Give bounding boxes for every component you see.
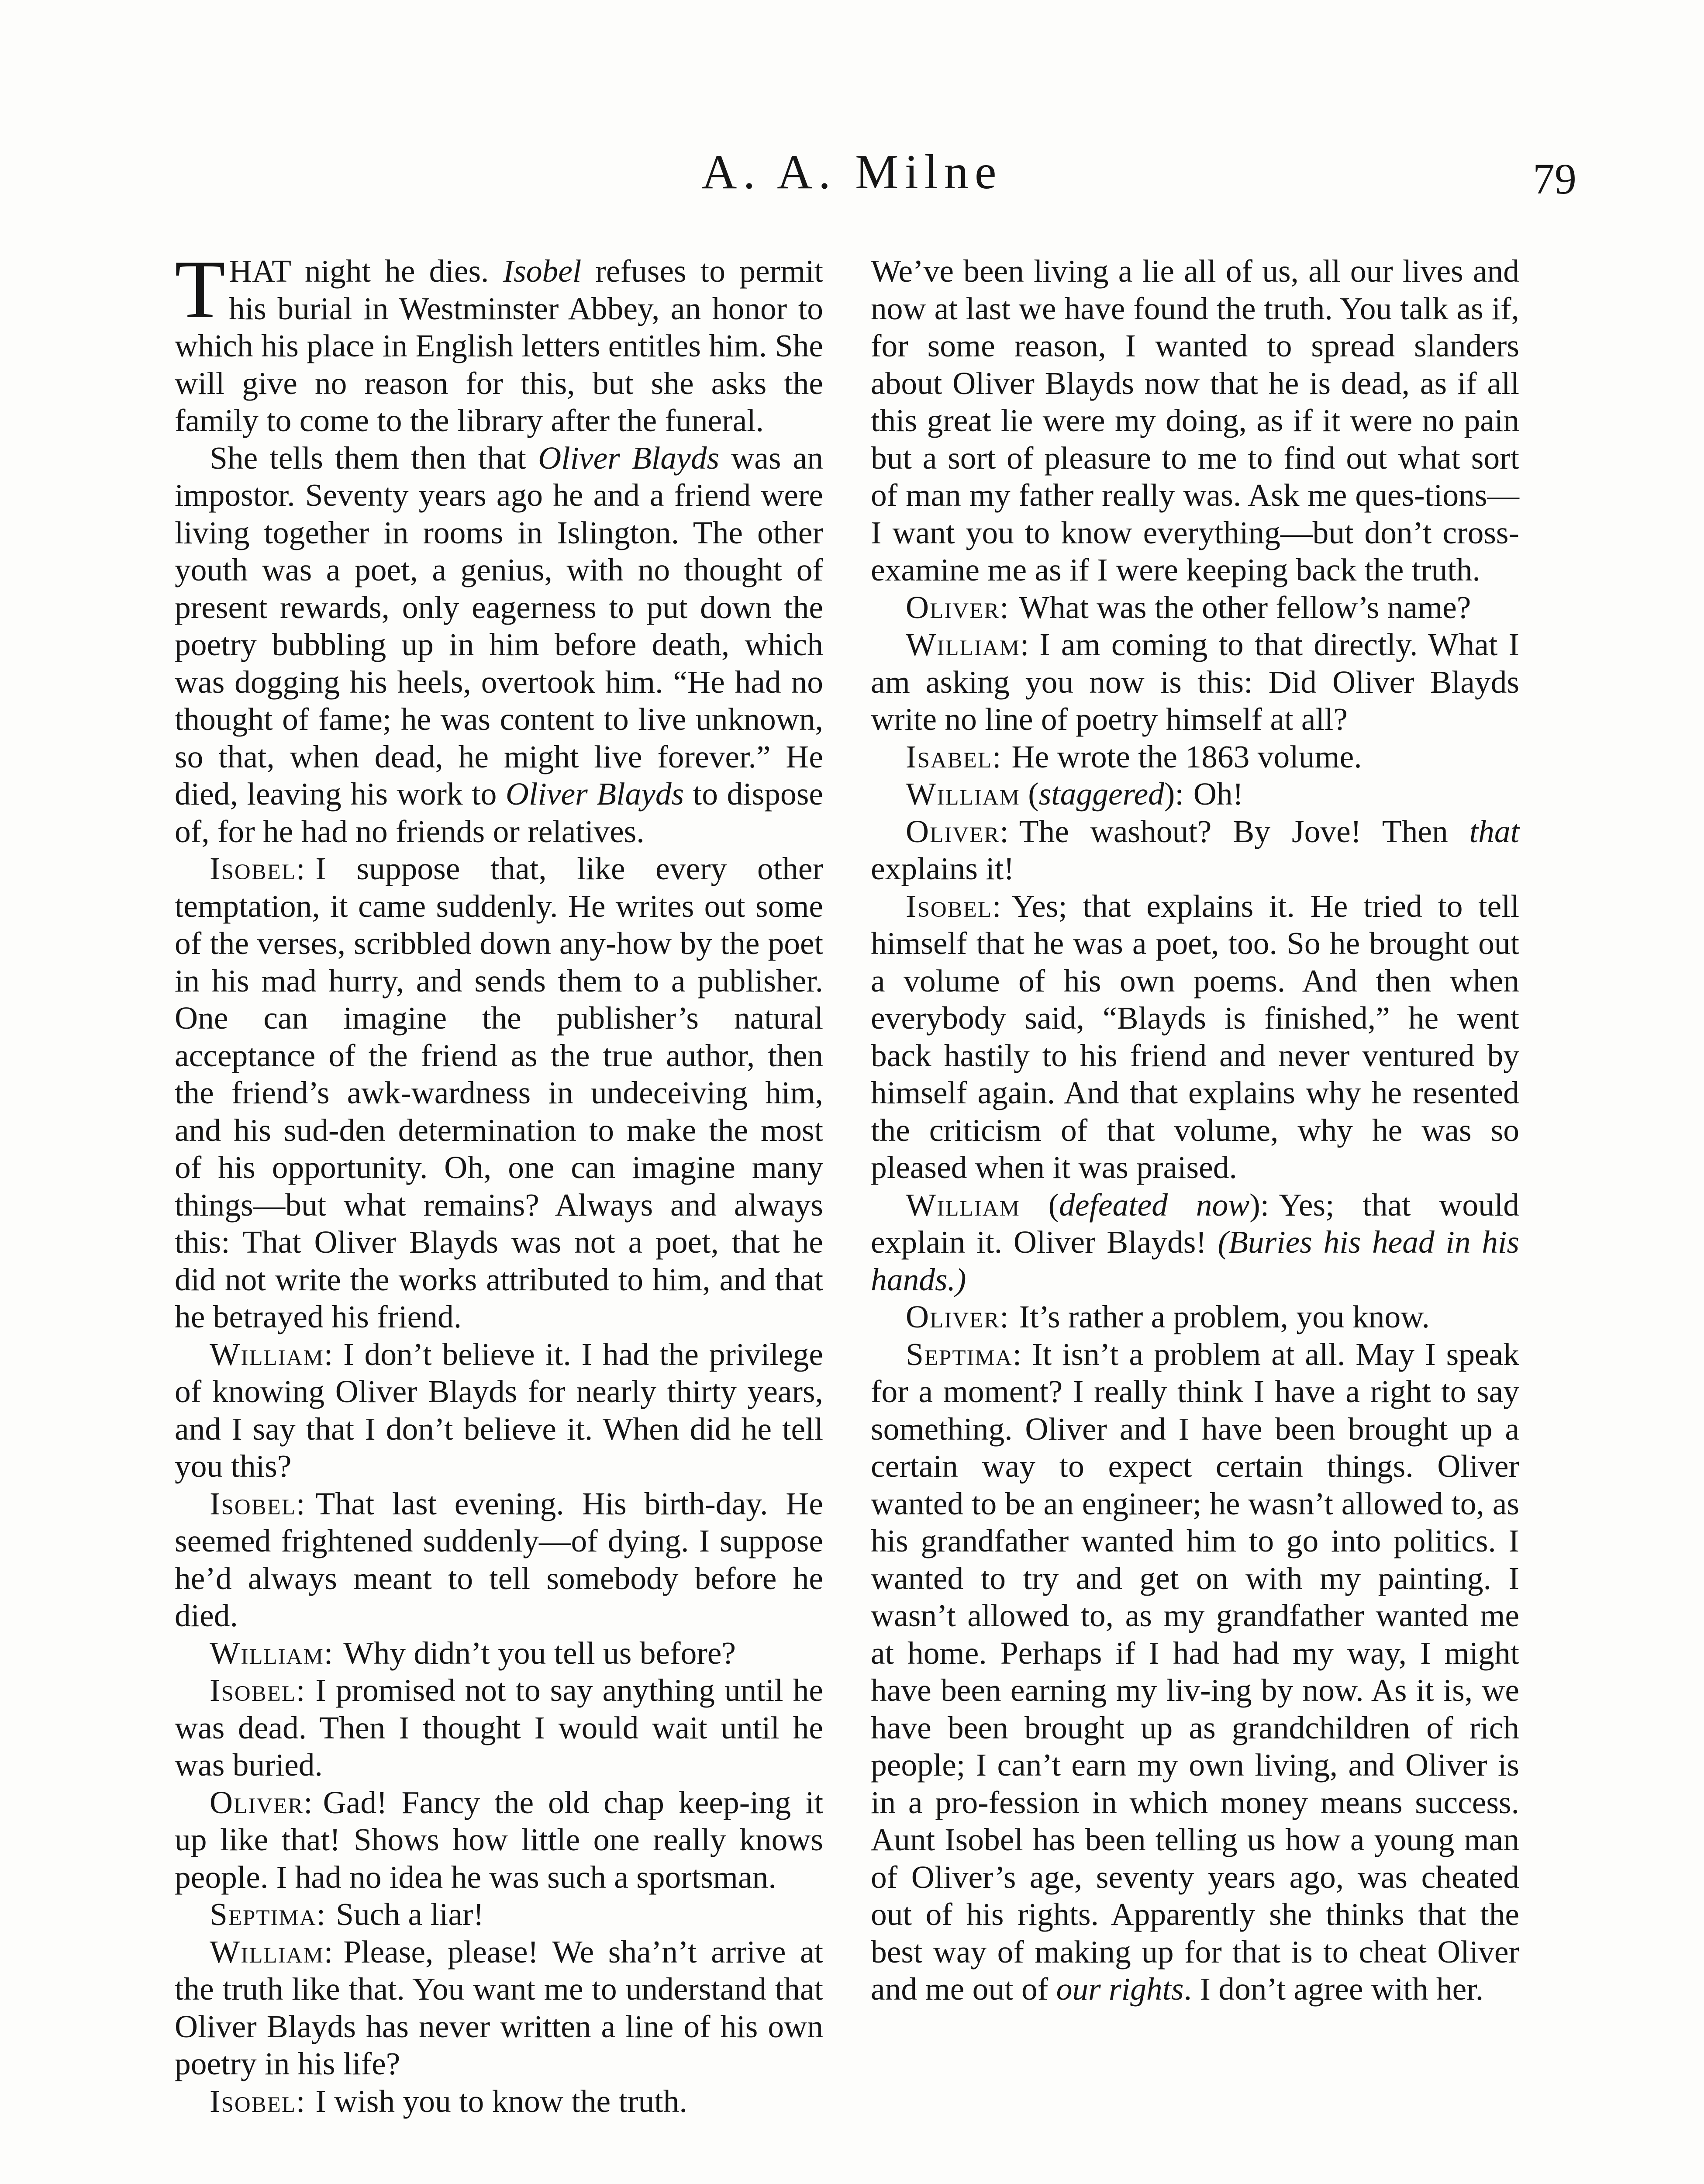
- dialogue-text: Why didn’t you tell us before?: [343, 1635, 736, 1671]
- dialogue-line: [175, 1635, 823, 1672]
- speaker-name: Oliver:: [906, 1299, 1010, 1334]
- dialogue-line: [175, 1485, 823, 1635]
- emphasis-text: our rights: [1056, 1971, 1184, 2007]
- speaker-name: Oliver:: [906, 813, 1010, 849]
- dialogue-continuation: [871, 252, 1519, 589]
- dialogue-line: [175, 1336, 823, 1485]
- dialogue-line: [175, 1784, 823, 1896]
- dialogue-line: [871, 813, 1519, 888]
- character-name: Oliver Blayds: [505, 776, 684, 812]
- dialogue-line: [871, 1336, 1519, 2008]
- paragraph-text: refuses to permit his burial in Westminster Abbey, an honor to which his place in English letters entitles him. She will give no reason for this, but she asks the family to come to the library after the funeral.: [175, 253, 823, 438]
- page-number: 79: [1533, 155, 1576, 203]
- right-column: [871, 252, 1519, 2008]
- speaker-name: Isobel:: [906, 888, 1002, 924]
- dialogue-text: That last evening. His birth-day. He seemed frightened suddenly—of dying. I suppose he’d always meant to tell somebody before he died.: [175, 1486, 823, 1633]
- dialogue-text: I don’t believe it. I had the privilege of knowing Oliver Blayds for nearly thirty years, and I say that I don’t believe it. When did he tell you this?: [175, 1336, 823, 1484]
- dialogue-text: I am coming to that directly. What I am asking you now is this: Did Oliver Blayds write no line of poetry himself at all?: [871, 627, 1519, 737]
- paragraph-text: was an impostor. Seventy years ago he and a friend were living together in rooms in Islington. The other youth was a poet, a genius, with no thought of present rewards, only eagerness to put down the poetry bubbling up in him before death, which was dogging his heels, overtook him. “He had no thought of fame; he was content to live unknown, so that, when dead, he might live forever.” He died, leaving his work to: [175, 440, 823, 812]
- dialogue-text: It’s rather a problem, you know.: [1019, 1299, 1430, 1334]
- dialogue-line: [871, 589, 1519, 626]
- dialogue-line: [175, 1896, 823, 1933]
- dialogue-text: . I don’t agree with her.: [1183, 1971, 1484, 2007]
- dialogue-line: William (staggered): Oh!: [906, 776, 1244, 812]
- dialogue-text: I wish you to know the truth.: [315, 2083, 687, 2119]
- dialogue-text: I promised not to say anything until he was dead. Then I thought I would wait until he was buried.: [175, 1673, 823, 1783]
- speaker-name: Isobel:: [210, 1673, 306, 1708]
- speaker-name: Oliver:: [906, 589, 1010, 625]
- stage-direction: staggered: [1038, 776, 1164, 812]
- dialogue-line: [871, 888, 1519, 1186]
- dialogue-line: William (defeated now): Yes; that would explain it. Oliver Blayds! (Buries his head in his hands.): [871, 1187, 1520, 1297]
- dialogue-line: [175, 2083, 823, 2120]
- dialogue-text: We’ve been living a lie all of us, all our lives and now at last we have found the truth. You talk as if, for some reason, I wanted to spread slanders about Oliver Blayds now that he is dead, as if all this great lie were my doing, as if it were no pain but a sort of pleasure to me to find out what sort of man my father really was. Ask me ques-tions—I want you to know everything—but don’t cross-examine me as if I were keeping back the truth.: [871, 253, 1519, 587]
- dialogue-text: I suppose that, like every other temptation, it came suddenly. He writes out some of the verses, scribbled down any-how by the poet in his mad hurry, and sends them to a publisher. One can imagine the publisher’s natural acceptance of the friend as the true author, then the friend’s awk-wardness in undeceiving him, and his sud-den determination to make the most of his opportunity. Oh, one can imagine many things—but what remains? Always and always this: That Oliver Blayds was not a poet, that he did not write the works attributed to him, and that he betrayed his friend.: [175, 851, 823, 1334]
- speaker-name: Isabel:: [906, 739, 1002, 774]
- drop-cap: T: [175, 244, 226, 335]
- emphasis-text: that: [1469, 813, 1519, 849]
- paragraph-text: to dispose of, for he had no friends or relatives.: [175, 776, 823, 849]
- dialogue-line: [871, 626, 1519, 738]
- speaker-name: William:: [210, 1934, 334, 1970]
- character-name: Oliver Blayds: [538, 440, 720, 476]
- dialogue-text: explains it!: [871, 851, 1014, 886]
- speaker-name: William:: [210, 1635, 334, 1671]
- dialogue-line: [871, 738, 1519, 776]
- dialogue-line: [175, 850, 823, 1336]
- dialogue-text: What was the other fellow’s name?: [1019, 589, 1471, 625]
- dialogue-text: Such a liar!: [336, 1897, 484, 1932]
- paragraph-text: HAT night he dies.: [229, 253, 503, 289]
- dialogue-line: [871, 1298, 1519, 1336]
- speaker-name: William:: [210, 1336, 334, 1372]
- paragraph-synopsis-1: [175, 244, 823, 439]
- speaker-name: William: [906, 1187, 1020, 1223]
- speaker-name: William: [906, 776, 1020, 812]
- dialogue-line: [175, 1933, 823, 2083]
- character-name: Isobel: [503, 253, 582, 289]
- running-header-author: A. A. Milne: [701, 145, 1003, 199]
- speaker-name: Isobel:: [210, 1486, 306, 1521]
- speaker-name: Isobel:: [210, 851, 306, 886]
- dialogue-text: Yes; that explains it. He tried to tell himself that he was a poet, too. So he brought out a volume of his own poems. And then when everybody said, “Blayds is finished,” he went back hastily to his friend and never ventured by himself again. And that explains why he resented the criticism of that volume, why he was so pleased when it was praised.: [871, 888, 1519, 1185]
- dialogue-text: Oh!: [1193, 776, 1244, 812]
- paragraph-synopsis-2: [175, 439, 823, 850]
- speaker-name: Septima:: [210, 1897, 327, 1932]
- speaker-name: Isobel:: [210, 2083, 306, 2119]
- speaker-name: William:: [906, 627, 1030, 662]
- dialogue-line: [175, 1672, 823, 1784]
- paragraph-text: She tells them then that: [210, 440, 538, 476]
- left-column: [175, 244, 823, 2120]
- dialogue-text: Please, please! We sha’n’t arrive at the truth like that. You want me to understand that Oliver Blayds has never written a line of his own poetry in his life?: [175, 1934, 823, 2081]
- stage-direction: (Buries his head in his hands.): [871, 1224, 1520, 1297]
- speaker-name: Oliver:: [210, 1784, 314, 1820]
- dialogue-text: He wrote the 1863 volume.: [1011, 739, 1362, 774]
- dialogue-text: Yes; that would explain it. Oliver Blayds!: [871, 1187, 1519, 1260]
- speaker-name: Septima:: [906, 1336, 1023, 1372]
- stage-direction: defeated now: [1059, 1187, 1250, 1223]
- dialogue-text: The washout? By Jove! Then: [1019, 813, 1469, 849]
- dialogue-text: Gad! Fancy the old chap keep-ing it up like that! Shows how little one really knows people. I had no idea he was such a sportsman.: [175, 1784, 823, 1895]
- dialogue-text: It isn’t a problem at all. May I speak for a moment? I really think I have a right to say something. Oliver and I have been brought up a certain way to expect certain things. Oliver wanted to be an engineer; he wasn’t allowed to, as his grandfather wanted him to go into politics. I wanted to try and get on with my painting. I wasn’t allowed to, as my grandfather wanted me at home. Perhaps if I had had my way, I might have been earning my liv-ing by now. As it is, we have been brought up as grandchildren of rich people; I can’t earn my own living, and Oliver is in a pro-fession in which money means success. Aunt Isobel has been telling us how a young man of Oliver’s age, seventy years ago, was cheated out of his rights. Apparently she thinks that the best way of making up for that is to cheat Oliver and me out of: [871, 1336, 1519, 2007]
